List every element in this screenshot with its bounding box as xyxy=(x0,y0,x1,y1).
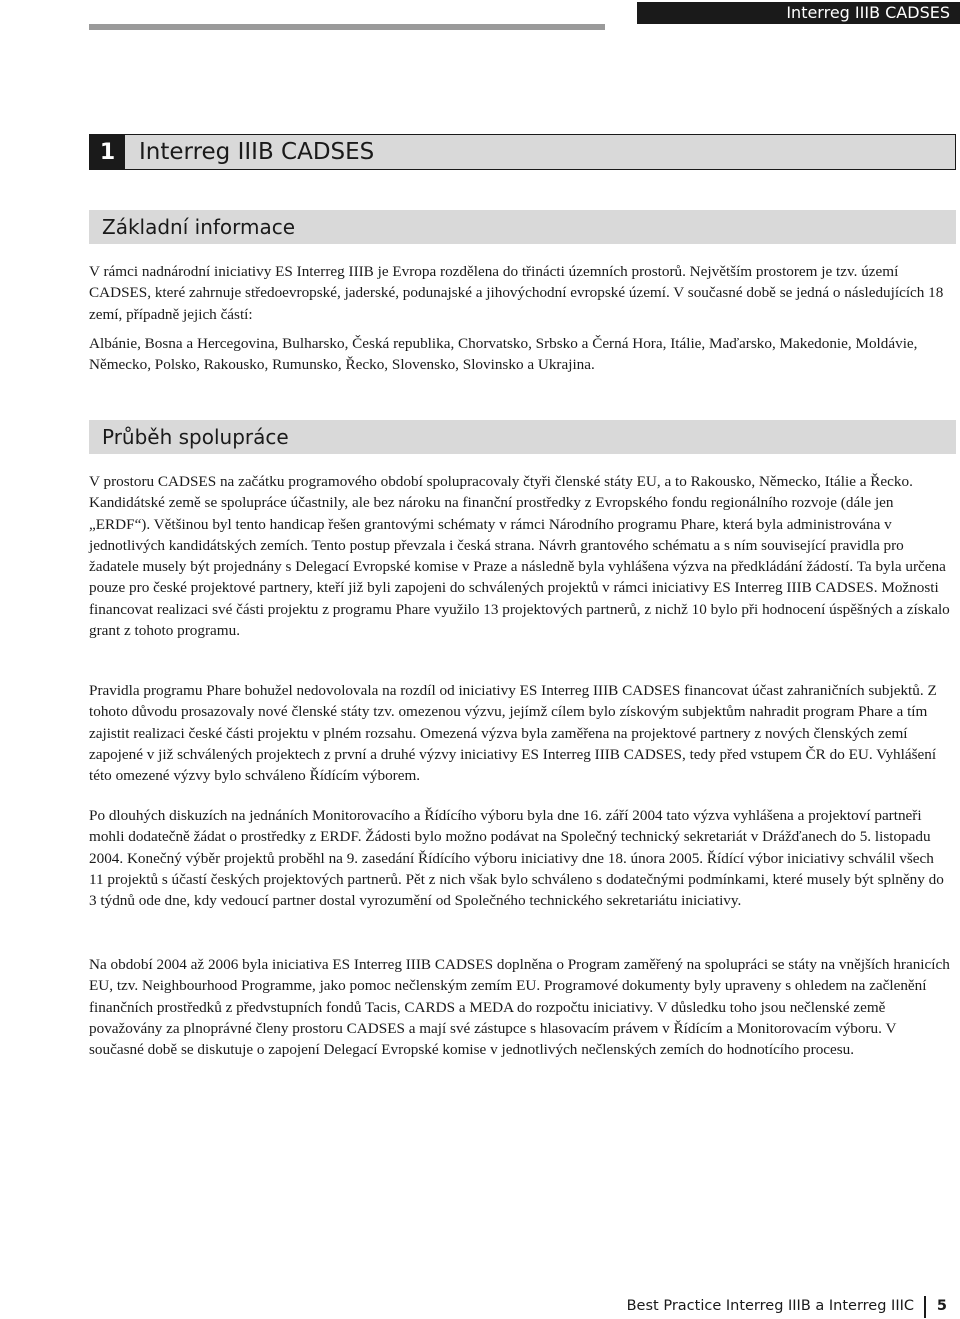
paragraph: Na období 2004 až 2006 byla iniciativa ES Interreg IIIB CADSES doplněna o Program zaměřený na spolupráci se státy na vnějších hranicích EU, tzv. Neighbourhood Programme, jako pomoc nečlenským zemím EU. Programové dokumenty byly upraveny s ohledem na začlenění finančních prostředků z předvstupních fondů Tacis, CARDS a MEDA do rozpočtu iniciativy. V důsledku toho jsou nečlenské země považovány za plnoprávné členy prostoru CADSES a mají své zástupce s hlasovacím právem v Řídícím a Monitorovacím výboru. V současné době se diskutuje o zapojení Delegací Evropské komise v jednotlivých nečlenských zemích do hodnotícího procesu. xyxy=(89,956,950,1059)
paragraph: Albánie, Bosna a Hercegovina, Bulharsko, Česká republika, Chorvatsko, Srbsko a Černá Hora, Itálie, Maďarsko, Makedonie, Moldávie, Německo, Polsko, Rakousko, Rumunsko, Řecko, Slovensko, Slovinsko a Ukrajina. xyxy=(89,335,918,374)
chapter-heading xyxy=(89,134,956,170)
paragraph: V rámci nadnárodní iniciativy ES Interreg IIIB je Evropa rozdělena do třinácti územních prostorů. Největším prostorem je tzv. území CADSES, které zahrnuje středoevropské, jaderské, podunajské a jihovýchodní evropské území. V současné době se jedná o následujících 18 zemí, případně jejich částí: xyxy=(89,263,944,323)
running-header: Interreg IIIB CADSES xyxy=(637,2,960,24)
section-heading-basic-info: Základní informace xyxy=(89,210,956,244)
chapter-title: Interreg IIIB CADSES xyxy=(139,139,375,165)
footer-publication-title: Best Practice Interreg IIIB a Interreg IIIC xyxy=(626,1298,914,1314)
chapter-number: 1 xyxy=(90,135,125,169)
section-heading-cooperation: Průběh spolupráce xyxy=(89,420,956,454)
paragraph: Pravidla programu Phare bohužel nedovolovala na rozdíl od iniciativy ES Interreg IIIB CADSES financovat účast zahraničních subjektů. Z tohoto důvodu prosazovaly nové členské státy tzv. omezenou výzvu, jejímž cílem bylo získovým subjektům nahradit program Phare a tím zajistit realizaci české části projektu v plném rozsahu. Omezená výzva byla zaměřena na projektové partnery z nových členských zemí zapojené v již schválených projektech z první a druhé výzvy iniciativy ES Interreg IIIB CADSES, tedy před vstupem ČR do EU. Vyhlášení této omezené výzvy bylo schváleno Řídícím výborem. xyxy=(89,682,937,785)
header-rule xyxy=(89,24,605,30)
page-footer xyxy=(540,1296,960,1318)
paragraph: V prostoru CADSES na začátku programového období spolupracovaly čtyři členské státy EU, a to Rakousko, Německo, Itálie a Řecko. Kandidátské země se spolupráce účastnily, ale bez nároku na finanční prostředky z Evropského fondu regionálního rozvoje (dále jen „ERDF“). Většinou byl tento handicap řešen grantovými schématy v rámci Národního programu Phare, která byla administrována v jednotlivých kandidátských zemích. Tento postup převzala i česká strana. Návrh grantového schématu a s ním související pravidla pro žadatele musely být projednány s Delegací Evropské komise v Praze a následně byla vyhlášena výzva na předkládání žádostí. Ta byla určena pouze pro české projektové partnery, kteří již byli zapojeni do schválených projektů v rámci iniciativy ES Interreg IIIB CADSES. Možnosti financovat realizaci své části projektu z programu Phare využilo 13 projektových partnerů, z nichž 10 bylo při hodnocení úspěšných a získalo grant z tohoto programu. xyxy=(89,473,950,640)
page-number: 5 xyxy=(936,1298,947,1314)
footer-divider xyxy=(924,1296,926,1318)
paragraph: Po dlouhých diskuzích na jednáních Monitorovacího a Řídícího výboru byla dne 16. září 2004 tato výzva vyhlášena a projektoví partneři mohli dodatečně žádat o prostředky z ERDF. Žádosti bylo možno podávat na Společný technický sekretariát v Drážďanech do 5. listopadu 2004. Konečný výběr projektů proběhl na 9. zasedání Řídícího výboru iniciativy dne 18. února 2005. Řídící výbor iniciativy schválil všech 11 projektů s účastí českých projektových partnerů. Pět z nich však bylo schváleno s dodatečnými podmínkami, které musely být splněny do 3 týdnů ode dne, kdy vedoucí partner dostal vyrozumění od Společného technického sekretariátu iniciativy. xyxy=(89,807,944,910)
